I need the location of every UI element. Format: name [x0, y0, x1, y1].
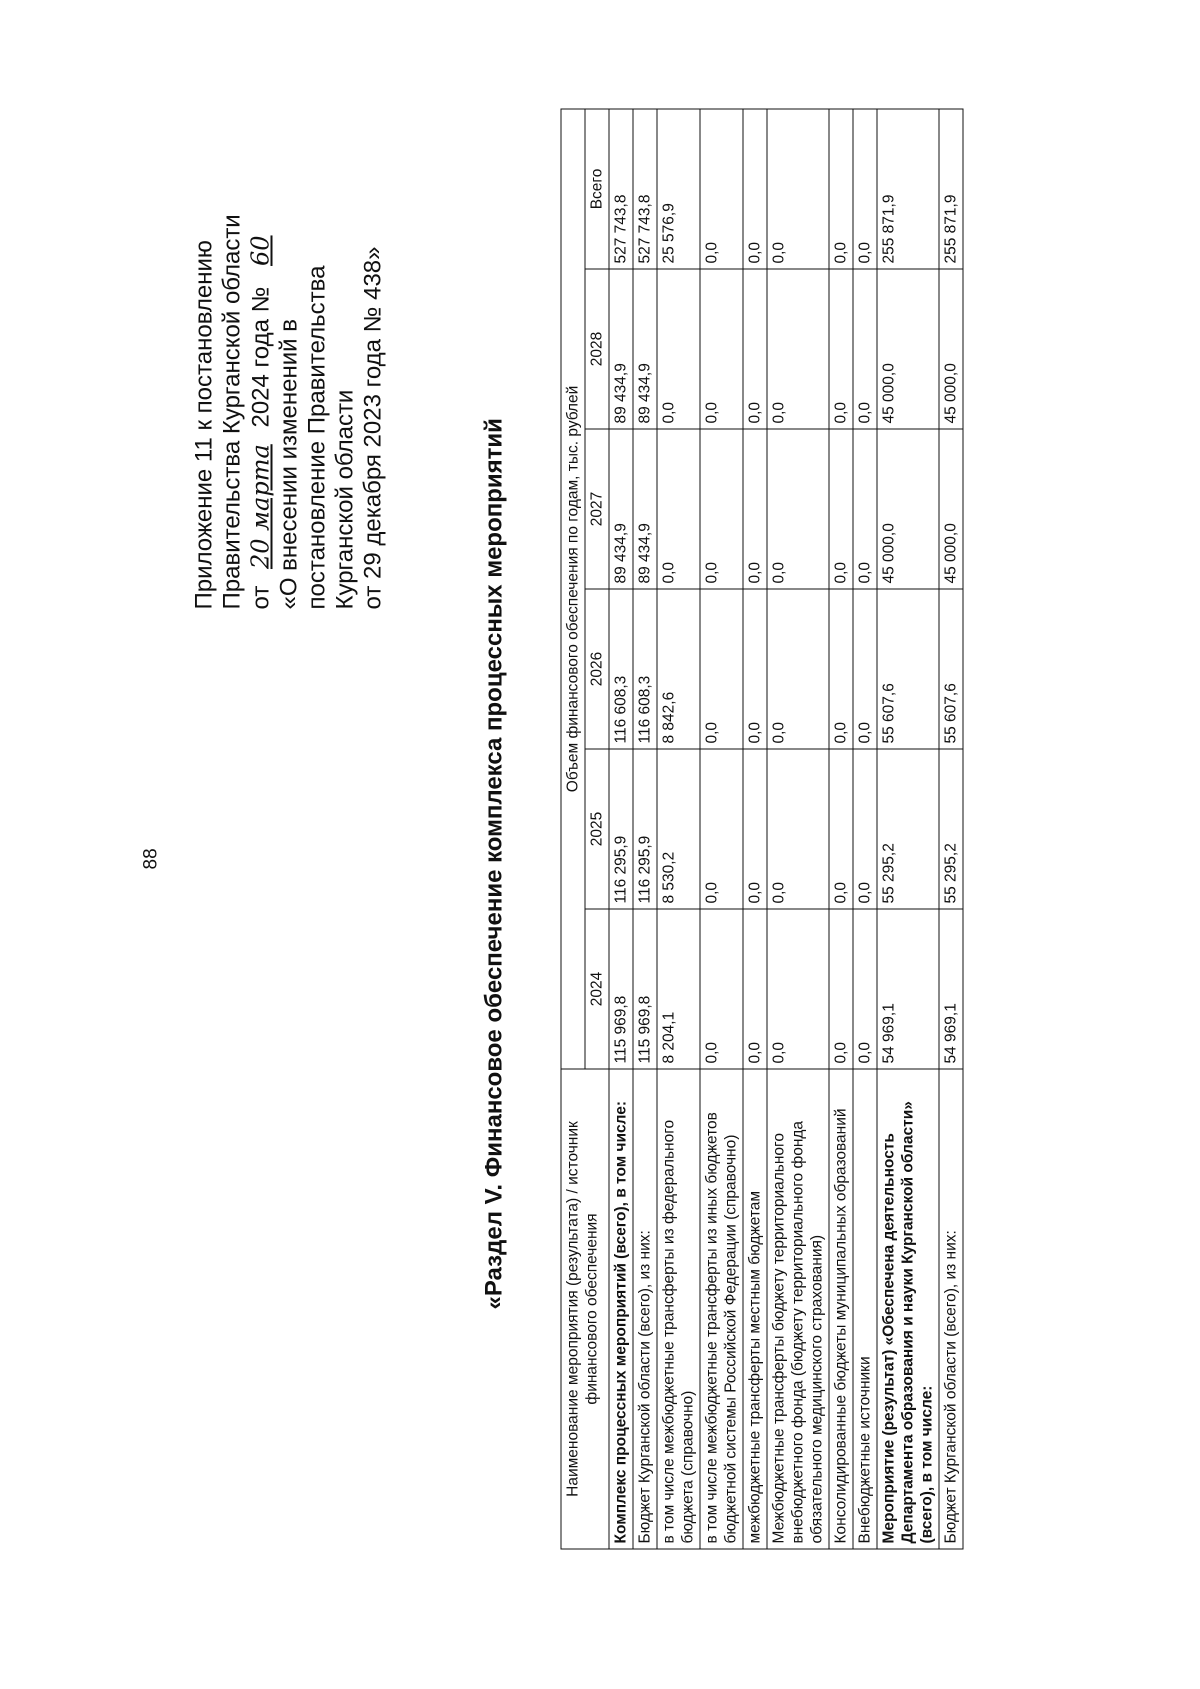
appendix-line-6: Курганской области [331, 389, 358, 609]
row-value: 54 969,1 [939, 909, 963, 1069]
row-value: 0,0 [829, 429, 853, 589]
header-year: 2026 [585, 589, 609, 749]
row-value: 0,0 [657, 429, 700, 589]
row-value: 0,0 [743, 909, 767, 1069]
table-row [853, 108, 877, 1548]
row-value: 0,0 [700, 749, 743, 909]
row-value: 255 871,9 [939, 108, 963, 268]
row-value: 0,0 [767, 909, 829, 1069]
row-value: 55 607,6 [877, 589, 939, 749]
row-value: 55 295,2 [877, 749, 939, 909]
table-row [877, 108, 939, 1548]
row-value: 115 969,8 [633, 909, 657, 1069]
row-value: 527 743,8 [633, 108, 657, 268]
row-value: 0,0 [829, 589, 853, 749]
row-value: 8 204,1 [657, 909, 700, 1069]
row-value: 527 743,8 [609, 108, 633, 268]
row-value: 0,0 [657, 269, 700, 429]
row-value: 0,0 [853, 909, 877, 1069]
header-volume: Объем финансового обеспечения по годам, тыс. рублей [561, 108, 585, 1068]
appendix-line-4: «О внесении изменений в [275, 318, 302, 609]
header-year: 2028 [585, 269, 609, 429]
row-value: 89 434,9 [609, 429, 633, 589]
row-value: 0,0 [743, 269, 767, 429]
table-body [609, 108, 963, 1548]
row-value: 0,0 [743, 589, 767, 749]
header-year: 2027 [585, 429, 609, 589]
row-name: Внебюджетные источники [853, 1069, 877, 1549]
row-value: 55 295,2 [939, 749, 963, 909]
row-value: 45 000,0 [939, 269, 963, 429]
appendix-line-7: от 29 декабря 2023 года № 438» [359, 246, 386, 609]
header-year: 2025 [585, 749, 609, 909]
row-name: Комплекс процессных мероприятий (всего), в том числе: [609, 1069, 633, 1549]
row-value: 0,0 [767, 749, 829, 909]
row-value: 255 871,9 [877, 108, 939, 268]
row-value: 89 434,9 [609, 269, 633, 429]
row-value: 54 969,1 [877, 909, 939, 1069]
row-value: 89 434,9 [633, 269, 657, 429]
row-name: Бюджет Курганской области (всего), из них: [633, 1069, 657, 1549]
appendix-line-3 [246, 89, 275, 609]
row-name: межбюджетные трансферты местным бюджетам [743, 1069, 767, 1549]
row-value: 0,0 [853, 749, 877, 909]
table-row [657, 108, 700, 1548]
table-row [609, 108, 633, 1548]
table-row [829, 108, 853, 1548]
row-value: 116 608,3 [633, 589, 657, 749]
table-row [743, 108, 767, 1548]
row-value: 116 608,3 [609, 589, 633, 749]
row-value: 0,0 [743, 749, 767, 909]
row-value: 55 607,6 [939, 589, 963, 749]
row-value: 0,0 [700, 909, 743, 1069]
table-row [633, 108, 657, 1548]
row-value: 89 434,9 [633, 429, 657, 589]
appendix-line-5: постановление Правительства [303, 265, 330, 609]
row-value: 0,0 [767, 269, 829, 429]
row-value: 116 295,9 [633, 749, 657, 909]
handwritten-number: 60 [246, 234, 274, 266]
row-value: 0,0 [853, 589, 877, 749]
section-title: «Раздел V. Финансовое обеспечение комплекса процессных мероприятий [480, 417, 507, 1309]
row-value: 0,0 [829, 108, 853, 268]
header-year: Всего [585, 108, 609, 268]
appendix-line-2: Правительства Курганской области [218, 213, 245, 609]
row-value: 0,0 [743, 429, 767, 589]
row-value: 0,0 [853, 108, 877, 268]
row-value: 0,0 [700, 108, 743, 268]
row-value: 115 969,8 [609, 909, 633, 1069]
page-number: 88 [140, 847, 161, 869]
handwritten-date: 20 марта [246, 443, 274, 569]
row-name: в том числе межбюджетные трансферты из федерального бюджета (справочно) [657, 1069, 700, 1549]
row-value: 0,0 [767, 589, 829, 749]
row-name: Консолидированные бюджеты муниципальных образований [829, 1069, 853, 1549]
header-name: Наименование мероприятия (результата) / источник финансового обеспечения [561, 1069, 609, 1549]
row-value: 0,0 [829, 909, 853, 1069]
appendix-year-text: 2024 года № [247, 286, 274, 428]
row-value: 0,0 [853, 429, 877, 589]
row-value: 45 000,0 [877, 269, 939, 429]
row-value: 45 000,0 [939, 429, 963, 589]
table-row [700, 108, 743, 1548]
row-value: 0,0 [767, 429, 829, 589]
appendix-block [190, 89, 387, 609]
row-name: Мероприятие (результат) «Обеспечена деятельность Департамента образования и науки Курганской области» (всего), в том числе: [877, 1069, 939, 1549]
row-value: 0,0 [700, 269, 743, 429]
header-year: 2024 [585, 909, 609, 1069]
row-value: 0,0 [829, 749, 853, 909]
row-name: в том числе межбюджетные трансферты из иных бюджетов бюджетной системы Российской Федерации (справочно) [700, 1069, 743, 1549]
row-value: 8 842,6 [657, 589, 700, 749]
table-row [939, 108, 963, 1548]
row-value: 8 530,2 [657, 749, 700, 909]
row-name: Межбюджетные трансферты бюджету территориального внебюджетного фонда (бюджету территориального фонда обязательного медицинского страхования) [767, 1069, 829, 1549]
appendix-line-1: Приложение 11 к постановлению [190, 239, 217, 609]
row-value: 0,0 [700, 589, 743, 749]
row-value: 0,0 [853, 269, 877, 429]
row-value: 0,0 [767, 108, 829, 268]
appendix-date-prefix: от [247, 585, 274, 609]
row-value: 25 576,9 [657, 108, 700, 268]
row-value: 116 295,9 [609, 749, 633, 909]
financing-table [560, 108, 963, 1549]
row-name: Бюджет Курганской области (всего), из них: [939, 1069, 963, 1549]
table-row [767, 108, 829, 1548]
row-value: 0,0 [700, 429, 743, 589]
row-value: 0,0 [829, 269, 853, 429]
row-value: 0,0 [743, 108, 767, 268]
row-value: 45 000,0 [877, 429, 939, 589]
